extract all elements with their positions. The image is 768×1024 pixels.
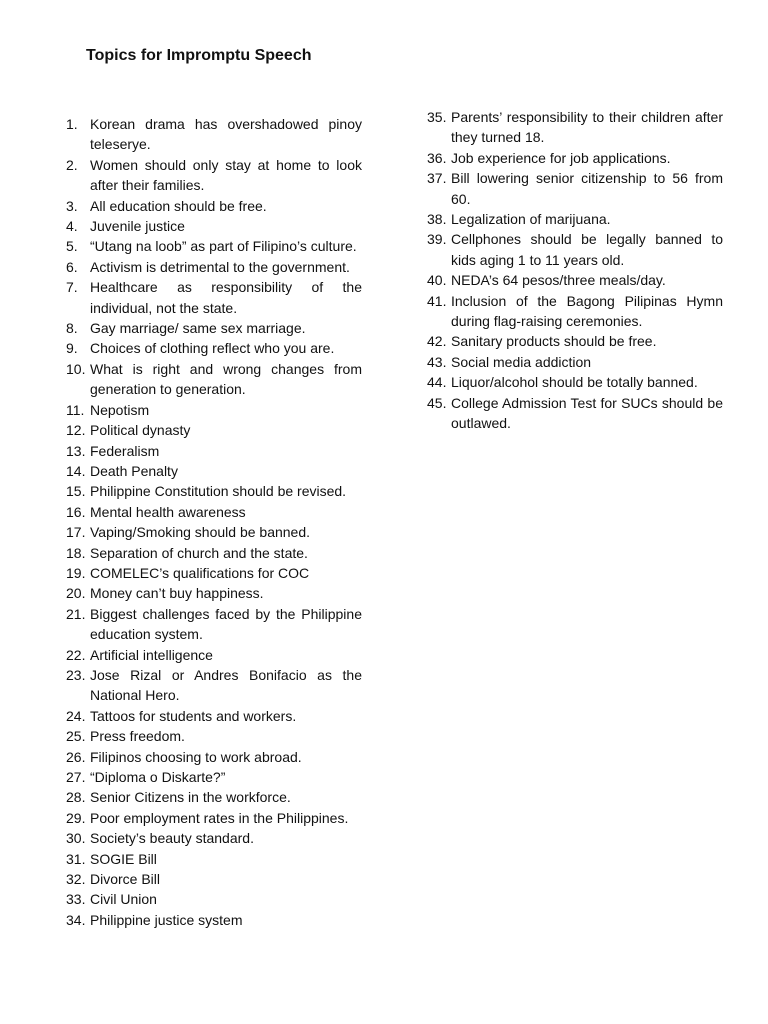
topic-text: Biggest challenges faced by the Philippine education system. bbox=[90, 605, 362, 643]
topic-text: Senior Citizens in the workforce. bbox=[90, 789, 291, 806]
topic-text: Legalization of marijuana. bbox=[451, 211, 611, 228]
topic-number: 33. bbox=[66, 891, 86, 908]
topic-item bbox=[427, 352, 723, 372]
topic-item bbox=[66, 257, 362, 277]
topic-number: 21. bbox=[66, 605, 86, 622]
topic-text: NEDA’s 64 pesos/three meals/day. bbox=[451, 272, 666, 289]
topic-item bbox=[66, 645, 362, 665]
topic-text: Press freedom. bbox=[90, 728, 185, 745]
topic-item bbox=[66, 155, 362, 196]
topic-text: Liquor/alcohol should be totally banned. bbox=[451, 374, 698, 391]
topic-item bbox=[66, 522, 362, 542]
topic-text: Sanitary products should be free. bbox=[451, 333, 657, 350]
topic-number: 13. bbox=[66, 442, 86, 459]
topic-text: “Utang na loob” as part of Filipino’s culture. bbox=[90, 238, 357, 255]
topic-item bbox=[66, 441, 362, 461]
topic-item bbox=[66, 196, 362, 216]
topic-number: 28. bbox=[66, 789, 86, 806]
topic-item bbox=[66, 400, 362, 420]
topic-text: Civil Union bbox=[90, 891, 157, 908]
topic-item bbox=[427, 209, 723, 229]
page-title: Topics for Impromptu Speech bbox=[86, 47, 312, 64]
topic-number: 9. bbox=[66, 340, 78, 357]
topic-item bbox=[66, 747, 362, 767]
topic-number: 8. bbox=[66, 320, 78, 337]
topic-text: Death Penalty bbox=[90, 462, 178, 479]
topic-item bbox=[66, 236, 362, 256]
topic-number: 17. bbox=[66, 524, 86, 541]
topic-item bbox=[66, 910, 362, 930]
topic-number: 35. bbox=[427, 109, 447, 125]
topic-item bbox=[427, 270, 723, 290]
topic-item bbox=[66, 277, 362, 318]
topic-text: Social media addiction bbox=[451, 353, 592, 370]
topic-number: 6. bbox=[66, 258, 78, 275]
topic-item bbox=[66, 420, 362, 440]
topic-number: 29. bbox=[66, 809, 86, 826]
topic-text: Cellphones should be legally banned to kids aging 1 to 11 years old. bbox=[451, 231, 723, 268]
topic-item bbox=[427, 229, 723, 270]
topic-number: 3. bbox=[66, 197, 78, 214]
topic-number: 4. bbox=[66, 218, 78, 235]
topic-list-right bbox=[427, 107, 723, 434]
topic-text: Juvenile justice bbox=[90, 218, 185, 235]
topic-number: 2. bbox=[66, 156, 78, 173]
topic-number: 44. bbox=[427, 374, 447, 391]
topic-item bbox=[427, 168, 723, 209]
topic-text: Mental health awareness bbox=[90, 503, 246, 520]
topic-text: Jose Rizal or Andres Bonifacio as the National Hero. bbox=[90, 666, 362, 704]
topic-text: What is right and wrong changes from generation to generation. bbox=[90, 360, 362, 398]
topic-text: Women should only stay at home to look after their families. bbox=[90, 156, 362, 194]
topic-number: 32. bbox=[66, 871, 86, 888]
topic-item bbox=[66, 604, 362, 645]
topic-item bbox=[427, 331, 723, 351]
topic-number: 20. bbox=[66, 585, 86, 602]
topic-number: 36. bbox=[427, 149, 447, 166]
topic-item bbox=[66, 787, 362, 807]
topic-number: 26. bbox=[66, 748, 86, 765]
topic-item bbox=[66, 359, 362, 400]
topic-item bbox=[66, 767, 362, 787]
topic-text: Tattoos for students and workers. bbox=[90, 707, 297, 724]
topic-item bbox=[66, 808, 362, 828]
topic-text: Money can’t buy happiness. bbox=[90, 585, 264, 602]
topic-item bbox=[427, 291, 723, 332]
topic-text: Federalism bbox=[90, 442, 160, 459]
topic-number: 41. bbox=[427, 292, 447, 309]
topic-item bbox=[66, 828, 362, 848]
topic-number: 1. bbox=[66, 116, 78, 132]
topic-item bbox=[66, 543, 362, 563]
topic-text: Society’s beauty standard. bbox=[90, 830, 254, 847]
topic-number: 19. bbox=[66, 564, 86, 581]
topic-number: 25. bbox=[66, 728, 86, 745]
topic-item bbox=[427, 148, 723, 168]
topic-item bbox=[66, 338, 362, 358]
topic-text: Inclusion of the Bagong Pilipinas Hymn during flag-raising ceremonies. bbox=[451, 292, 723, 330]
topic-text: COMELEC’s qualifications for COC bbox=[90, 564, 310, 581]
topic-item bbox=[66, 481, 362, 501]
topic-item bbox=[427, 107, 723, 148]
topic-text: SOGIE Bill bbox=[90, 850, 157, 867]
topic-text: Divorce Bill bbox=[90, 871, 161, 888]
topic-item bbox=[66, 502, 362, 522]
topic-item bbox=[66, 461, 362, 481]
topic-item bbox=[427, 372, 723, 392]
topic-number: 45. bbox=[427, 394, 447, 411]
topic-text: All education should be free. bbox=[90, 197, 267, 214]
topic-item bbox=[66, 726, 362, 746]
topic-list-left bbox=[66, 114, 362, 930]
topic-number: 12. bbox=[66, 422, 86, 439]
topic-number: 24. bbox=[66, 707, 86, 724]
topic-number: 18. bbox=[66, 544, 86, 561]
topic-text: Choices of clothing reflect who you are. bbox=[90, 340, 335, 357]
topic-number: 39. bbox=[427, 231, 447, 248]
topic-text: Philippine Constitution should be revised. bbox=[90, 483, 347, 500]
topic-text: Activism is detrimental to the government. bbox=[90, 258, 350, 275]
topic-text: College Admission Test for SUCs should be outlawed. bbox=[451, 394, 723, 432]
topic-number: 37. bbox=[427, 170, 447, 187]
topic-number: 16. bbox=[66, 503, 86, 520]
topic-item bbox=[427, 393, 723, 434]
topic-text: Artificial intelligence bbox=[90, 646, 213, 663]
topic-item bbox=[66, 665, 362, 706]
topic-text: Healthcare as responsibility of the individual, not the state. bbox=[90, 279, 362, 316]
topic-number: 30. bbox=[66, 830, 86, 847]
topic-text: Parents’ responsibility to their children after they turned 18. bbox=[451, 109, 723, 146]
topic-number: 42. bbox=[427, 333, 447, 350]
topic-number: 34. bbox=[66, 911, 86, 928]
topic-text: Vaping/Smoking should be banned. bbox=[90, 524, 311, 541]
topic-text: “Diploma o Diskarte?” bbox=[90, 769, 226, 785]
topic-number: 15. bbox=[66, 483, 86, 500]
topic-number: 38. bbox=[427, 211, 447, 228]
topic-text: Job experience for job applications. bbox=[451, 149, 671, 166]
topic-text: Philippine justice system bbox=[90, 911, 243, 928]
topic-item bbox=[66, 318, 362, 338]
topic-number: 10. bbox=[66, 360, 86, 377]
topic-item bbox=[66, 583, 362, 603]
topic-text: Separation of church and the state. bbox=[90, 544, 308, 561]
topic-item bbox=[66, 216, 362, 236]
topic-number: 31. bbox=[66, 850, 86, 867]
topic-number: 23. bbox=[66, 666, 86, 683]
topic-text: Nepotism bbox=[90, 401, 150, 418]
topic-number: 7. bbox=[66, 279, 78, 296]
topic-number: 22. bbox=[66, 646, 86, 663]
topic-item bbox=[66, 563, 362, 583]
topic-text: Political dynasty bbox=[90, 422, 191, 439]
topic-text: Gay marriage/ same sex marriage. bbox=[90, 320, 306, 337]
topic-item bbox=[66, 706, 362, 726]
topic-text: Bill lowering senior citizenship to 56 from 60. bbox=[451, 170, 723, 207]
topic-number: 43. bbox=[427, 353, 447, 370]
topic-item bbox=[66, 849, 362, 869]
topic-number: 14. bbox=[66, 462, 86, 479]
topic-item bbox=[66, 889, 362, 909]
topic-number: 5. bbox=[66, 238, 78, 255]
topic-number: 11. bbox=[66, 401, 85, 418]
topic-number: 27. bbox=[66, 769, 86, 785]
topic-item bbox=[66, 114, 362, 155]
topic-text: Poor employment rates in the Philippines. bbox=[90, 809, 349, 826]
topic-item bbox=[66, 869, 362, 889]
topic-number: 40. bbox=[427, 272, 447, 289]
topic-text: Korean drama has overshadowed pinoy teleserye. bbox=[90, 116, 362, 153]
topic-text: Filipinos choosing to work abroad. bbox=[90, 748, 302, 765]
